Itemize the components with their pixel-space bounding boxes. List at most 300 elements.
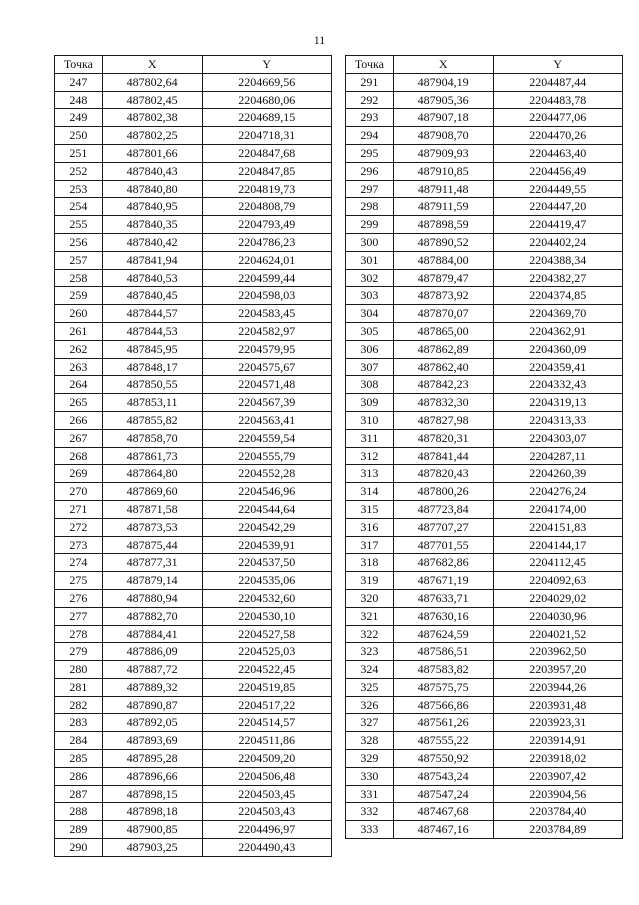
cell-y: 2204555,79 — [202, 447, 332, 465]
table-row — [346, 305, 623, 323]
cell-y: 2204487,44 — [493, 73, 623, 91]
cell-x: 487844,53 — [102, 322, 202, 340]
cell-point: 319 — [346, 572, 394, 590]
table-row — [55, 750, 332, 768]
cell-point: 288 — [55, 803, 103, 821]
cell-x: 487895,28 — [102, 750, 202, 768]
cell-point: 298 — [346, 198, 394, 216]
table-row — [346, 233, 623, 251]
cell-x: 487802,25 — [102, 127, 202, 145]
cell-point: 283 — [55, 714, 103, 732]
cell-point: 316 — [346, 518, 394, 536]
cell-y: 2204559,54 — [202, 429, 332, 447]
table-row — [346, 109, 623, 127]
table-row — [55, 625, 332, 643]
cell-y: 2204718,31 — [202, 127, 332, 145]
header-y: Y — [493, 56, 623, 74]
cell-point: 272 — [55, 518, 103, 536]
cell-y: 2204092,63 — [493, 572, 623, 590]
table-row — [55, 233, 332, 251]
table-row — [55, 376, 332, 394]
cell-x: 487682,86 — [393, 554, 493, 572]
cell-point: 271 — [55, 500, 103, 518]
cell-point: 291 — [346, 73, 394, 91]
cell-y: 2204517,22 — [202, 696, 332, 714]
cell-point: 302 — [346, 269, 394, 287]
cell-point: 257 — [55, 251, 103, 269]
cell-y: 2204519,85 — [202, 678, 332, 696]
cell-point: 290 — [55, 839, 103, 857]
cell-point: 295 — [346, 144, 394, 162]
cell-point: 307 — [346, 358, 394, 376]
cell-x: 487840,53 — [102, 269, 202, 287]
cell-x: 487898,18 — [102, 803, 202, 821]
cell-point: 324 — [346, 661, 394, 679]
cell-point: 305 — [346, 322, 394, 340]
cell-y: 2203944,26 — [493, 678, 623, 696]
cell-y: 2204260,39 — [493, 465, 623, 483]
cell-y: 2204847,85 — [202, 162, 332, 180]
cell-x: 487887,72 — [102, 661, 202, 679]
cell-x: 487624,59 — [393, 625, 493, 643]
cell-y: 2204470,26 — [493, 127, 623, 145]
cell-point: 285 — [55, 750, 103, 768]
cell-x: 487848,17 — [102, 358, 202, 376]
table-row — [346, 785, 623, 803]
cell-x: 487905,36 — [393, 91, 493, 109]
cell-point: 259 — [55, 287, 103, 305]
table-row — [55, 821, 332, 839]
cell-y: 2204542,29 — [202, 518, 332, 536]
cell-point: 286 — [55, 767, 103, 785]
table-row — [346, 91, 623, 109]
table-row — [346, 198, 623, 216]
cell-x: 487873,53 — [102, 518, 202, 536]
cell-y: 2203904,56 — [493, 785, 623, 803]
table-row — [346, 180, 623, 198]
cell-x: 487671,19 — [393, 572, 493, 590]
table-row — [55, 839, 332, 857]
cell-point: 278 — [55, 625, 103, 643]
cell-point: 294 — [346, 127, 394, 145]
cell-y: 2204546,96 — [202, 483, 332, 501]
table-row — [346, 696, 623, 714]
cell-x: 487630,16 — [393, 607, 493, 625]
cell-x: 487855,82 — [102, 411, 202, 429]
table-row — [346, 589, 623, 607]
cell-y: 2204599,44 — [202, 269, 332, 287]
cell-point: 277 — [55, 607, 103, 625]
cell-point: 330 — [346, 767, 394, 785]
cell-x: 487910,85 — [393, 162, 493, 180]
cell-y: 2204514,57 — [202, 714, 332, 732]
cell-point: 254 — [55, 198, 103, 216]
table-row — [346, 322, 623, 340]
cell-point: 331 — [346, 785, 394, 803]
cell-y: 2204496,97 — [202, 821, 332, 839]
cell-y: 2204819,73 — [202, 180, 332, 198]
cell-y: 2204151,83 — [493, 518, 623, 536]
table-row — [346, 714, 623, 732]
table-row — [55, 785, 332, 803]
cell-x: 487840,42 — [102, 233, 202, 251]
table-row — [346, 643, 623, 661]
cell-y: 2204503,45 — [202, 785, 332, 803]
cell-y: 2204689,15 — [202, 109, 332, 127]
cell-y: 2204360,09 — [493, 340, 623, 358]
table-row — [346, 625, 623, 643]
cell-point: 296 — [346, 162, 394, 180]
coordinates-table-right — [345, 55, 623, 839]
table-row — [346, 803, 623, 821]
cell-y: 2204287,11 — [493, 447, 623, 465]
cell-y: 2204793,49 — [202, 216, 332, 234]
cell-x: 487898,59 — [393, 216, 493, 234]
table-row — [346, 518, 623, 536]
cell-point: 301 — [346, 251, 394, 269]
cell-y: 2204535,06 — [202, 572, 332, 590]
cell-point: 299 — [346, 216, 394, 234]
cell-point: 327 — [346, 714, 394, 732]
cell-x: 487904,19 — [393, 73, 493, 91]
cell-x: 487869,60 — [102, 483, 202, 501]
table-row — [55, 198, 332, 216]
table-header-row — [55, 56, 332, 74]
cell-y: 2204680,06 — [202, 91, 332, 109]
cell-point: 304 — [346, 305, 394, 323]
cell-x: 487800,26 — [393, 483, 493, 501]
cell-y: 2203918,02 — [493, 750, 623, 768]
cell-y: 2204112,45 — [493, 554, 623, 572]
cell-point: 258 — [55, 269, 103, 287]
cell-point: 269 — [55, 465, 103, 483]
table-row — [346, 678, 623, 696]
cell-x: 487886,09 — [102, 643, 202, 661]
cell-y: 2204669,56 — [202, 73, 332, 91]
cell-point: 297 — [346, 180, 394, 198]
cell-y: 2204786,23 — [202, 233, 332, 251]
cell-y: 2204571,48 — [202, 376, 332, 394]
cell-point: 306 — [346, 340, 394, 358]
table-row — [55, 429, 332, 447]
cell-y: 2204419,47 — [493, 216, 623, 234]
cell-point: 325 — [346, 678, 394, 696]
table-row — [55, 732, 332, 750]
cell-point: 309 — [346, 394, 394, 412]
cell-y: 2204483,78 — [493, 91, 623, 109]
cell-point: 289 — [55, 821, 103, 839]
cell-y: 2204362,91 — [493, 322, 623, 340]
cell-x: 487547,24 — [393, 785, 493, 803]
cell-y: 2204575,67 — [202, 358, 332, 376]
cell-point: 313 — [346, 465, 394, 483]
cell-x: 487870,07 — [393, 305, 493, 323]
cell-x: 487701,55 — [393, 536, 493, 554]
cell-point: 279 — [55, 643, 103, 661]
cell-x: 487841,44 — [393, 447, 493, 465]
cell-x: 487858,70 — [102, 429, 202, 447]
table-row — [346, 536, 623, 554]
table-row — [55, 500, 332, 518]
table-row — [55, 144, 332, 162]
cell-point: 273 — [55, 536, 103, 554]
table-row — [55, 696, 332, 714]
cell-x: 487844,57 — [102, 305, 202, 323]
cell-y: 2204477,06 — [493, 109, 623, 127]
cell-x: 487707,27 — [393, 518, 493, 536]
table-row — [55, 572, 332, 590]
cell-point: 255 — [55, 216, 103, 234]
header-x: X — [102, 56, 202, 74]
cell-x: 487841,94 — [102, 251, 202, 269]
cell-y: 2204029,02 — [493, 589, 623, 607]
cell-y: 2204509,20 — [202, 750, 332, 768]
cell-point: 261 — [55, 322, 103, 340]
cell-point: 300 — [346, 233, 394, 251]
table-row — [55, 767, 332, 785]
cell-x: 487802,38 — [102, 109, 202, 127]
cell-point: 263 — [55, 358, 103, 376]
cell-y: 2204808,79 — [202, 198, 332, 216]
cell-x: 487875,44 — [102, 536, 202, 554]
table-row — [55, 465, 332, 483]
table-row — [55, 305, 332, 323]
cell-point: 314 — [346, 483, 394, 501]
cell-y: 2204544,64 — [202, 500, 332, 518]
cell-y: 2204567,39 — [202, 394, 332, 412]
cell-y: 2204319,13 — [493, 394, 623, 412]
cell-y: 2203957,20 — [493, 661, 623, 679]
cell-x: 487840,80 — [102, 180, 202, 198]
header-point: Точка — [55, 56, 103, 74]
cell-y: 2203784,40 — [493, 803, 623, 821]
header-x: X — [393, 56, 493, 74]
cell-point: 322 — [346, 625, 394, 643]
cell-x: 487802,64 — [102, 73, 202, 91]
table-row — [346, 429, 623, 447]
table-row — [55, 340, 332, 358]
table-row — [55, 162, 332, 180]
cell-x: 487909,93 — [393, 144, 493, 162]
table-row — [346, 732, 623, 750]
table-row — [55, 589, 332, 607]
table-row — [346, 162, 623, 180]
table-row — [346, 483, 623, 501]
cell-point: 247 — [55, 73, 103, 91]
cell-x: 487907,18 — [393, 109, 493, 127]
table-row — [346, 358, 623, 376]
table-row — [346, 269, 623, 287]
header-y: Y — [202, 56, 332, 74]
cell-x: 487880,94 — [102, 589, 202, 607]
cell-y: 2204525,03 — [202, 643, 332, 661]
table-row — [55, 643, 332, 661]
cell-point: 281 — [55, 678, 103, 696]
table-row — [55, 251, 332, 269]
table-row — [55, 411, 332, 429]
cell-point: 320 — [346, 589, 394, 607]
table-row — [55, 483, 332, 501]
cell-x: 487882,70 — [102, 607, 202, 625]
cell-point: 250 — [55, 127, 103, 145]
cell-point: 260 — [55, 305, 103, 323]
cell-x: 487801,66 — [102, 144, 202, 162]
cell-y: 2203784,89 — [493, 821, 623, 839]
cell-y: 2204463,40 — [493, 144, 623, 162]
cell-y: 2204276,24 — [493, 483, 623, 501]
cell-x: 487840,35 — [102, 216, 202, 234]
cell-y: 2203907,42 — [493, 767, 623, 785]
cell-point: 292 — [346, 91, 394, 109]
cell-point: 318 — [346, 554, 394, 572]
cell-y: 2204313,33 — [493, 411, 623, 429]
cell-x: 487903,25 — [102, 839, 202, 857]
cell-x: 487893,69 — [102, 732, 202, 750]
cell-x: 487840,43 — [102, 162, 202, 180]
cell-x: 487566,86 — [393, 696, 493, 714]
cell-point: 311 — [346, 429, 394, 447]
cell-y: 2204511,86 — [202, 732, 332, 750]
cell-x: 487550,92 — [393, 750, 493, 768]
cell-y: 2203931,48 — [493, 696, 623, 714]
cell-x: 487802,45 — [102, 91, 202, 109]
cell-x: 487873,92 — [393, 287, 493, 305]
cell-x: 487898,15 — [102, 785, 202, 803]
cell-point: 265 — [55, 394, 103, 412]
cell-y: 2204579,95 — [202, 340, 332, 358]
cell-x: 487827,98 — [393, 411, 493, 429]
table-row — [55, 394, 332, 412]
cell-x: 487820,43 — [393, 465, 493, 483]
cell-point: 253 — [55, 180, 103, 198]
cell-point: 267 — [55, 429, 103, 447]
cell-y: 2204359,41 — [493, 358, 623, 376]
table-row — [346, 500, 623, 518]
cell-x: 487884,41 — [102, 625, 202, 643]
cell-point: 264 — [55, 376, 103, 394]
cell-x: 487890,87 — [102, 696, 202, 714]
cell-point: 317 — [346, 536, 394, 554]
cell-x: 487879,47 — [393, 269, 493, 287]
cell-y: 2203923,31 — [493, 714, 623, 732]
cell-y: 2204506,48 — [202, 767, 332, 785]
cell-point: 276 — [55, 589, 103, 607]
cell-y: 2204030,96 — [493, 607, 623, 625]
table-row — [55, 554, 332, 572]
cell-x: 487877,31 — [102, 554, 202, 572]
table-row — [346, 750, 623, 768]
cell-point: 312 — [346, 447, 394, 465]
cell-x: 487853,11 — [102, 394, 202, 412]
cell-point: 280 — [55, 661, 103, 679]
cell-point: 293 — [346, 109, 394, 127]
table-row — [55, 358, 332, 376]
cell-point: 252 — [55, 162, 103, 180]
cell-x: 487889,32 — [102, 678, 202, 696]
cell-x: 487896,66 — [102, 767, 202, 785]
cell-point: 321 — [346, 607, 394, 625]
cell-x: 487840,45 — [102, 287, 202, 305]
cell-y: 2203962,50 — [493, 643, 623, 661]
cell-y: 2204847,68 — [202, 144, 332, 162]
cell-x: 487840,95 — [102, 198, 202, 216]
table-row — [55, 109, 332, 127]
cell-y: 2204456,49 — [493, 162, 623, 180]
cell-point: 303 — [346, 287, 394, 305]
cell-x: 487850,55 — [102, 376, 202, 394]
cell-y: 2204144,17 — [493, 536, 623, 554]
table-row — [346, 73, 623, 91]
cell-x: 487832,30 — [393, 394, 493, 412]
table-row — [55, 447, 332, 465]
cell-y: 2204583,45 — [202, 305, 332, 323]
table-row — [55, 803, 332, 821]
cell-x: 487864,80 — [102, 465, 202, 483]
cell-point: 333 — [346, 821, 394, 839]
cell-x: 487467,16 — [393, 821, 493, 839]
cell-y: 2204449,55 — [493, 180, 623, 198]
table-row — [346, 144, 623, 162]
table-row — [346, 767, 623, 785]
cell-point: 329 — [346, 750, 394, 768]
table-row — [55, 269, 332, 287]
cell-y: 2203914,91 — [493, 732, 623, 750]
cell-y: 2204174,00 — [493, 500, 623, 518]
cell-x: 487900,85 — [102, 821, 202, 839]
table-row — [55, 607, 332, 625]
cell-point: 256 — [55, 233, 103, 251]
cell-x: 487890,52 — [393, 233, 493, 251]
table-row — [55, 287, 332, 305]
table-row — [55, 91, 332, 109]
cell-point: 262 — [55, 340, 103, 358]
cell-x: 487586,51 — [393, 643, 493, 661]
cell-point: 284 — [55, 732, 103, 750]
cell-x: 487871,58 — [102, 500, 202, 518]
cell-x: 487884,00 — [393, 251, 493, 269]
table-row — [55, 180, 332, 198]
cell-y: 2204447,20 — [493, 198, 623, 216]
table-row — [346, 411, 623, 429]
cell-x: 487892,05 — [102, 714, 202, 732]
cell-point: 326 — [346, 696, 394, 714]
table-row — [346, 127, 623, 145]
cell-point: 310 — [346, 411, 394, 429]
cell-y: 2204332,43 — [493, 376, 623, 394]
cell-y: 2204382,27 — [493, 269, 623, 287]
table-row — [346, 287, 623, 305]
cell-x: 487633,71 — [393, 589, 493, 607]
table-row — [55, 536, 332, 554]
cell-x: 487861,73 — [102, 447, 202, 465]
table-row — [55, 73, 332, 91]
table-row — [346, 554, 623, 572]
cell-point: 266 — [55, 411, 103, 429]
cell-x: 487561,26 — [393, 714, 493, 732]
cell-y: 2204303,07 — [493, 429, 623, 447]
table-row — [346, 251, 623, 269]
cell-y: 2204530,10 — [202, 607, 332, 625]
cell-point: 332 — [346, 803, 394, 821]
table-header-row — [346, 56, 623, 74]
table-row — [55, 322, 332, 340]
cell-y: 2204369,70 — [493, 305, 623, 323]
table-row — [55, 714, 332, 732]
cell-y: 2204374,85 — [493, 287, 623, 305]
cell-point: 282 — [55, 696, 103, 714]
cell-y: 2204563,41 — [202, 411, 332, 429]
cell-y: 2204598,03 — [202, 287, 332, 305]
